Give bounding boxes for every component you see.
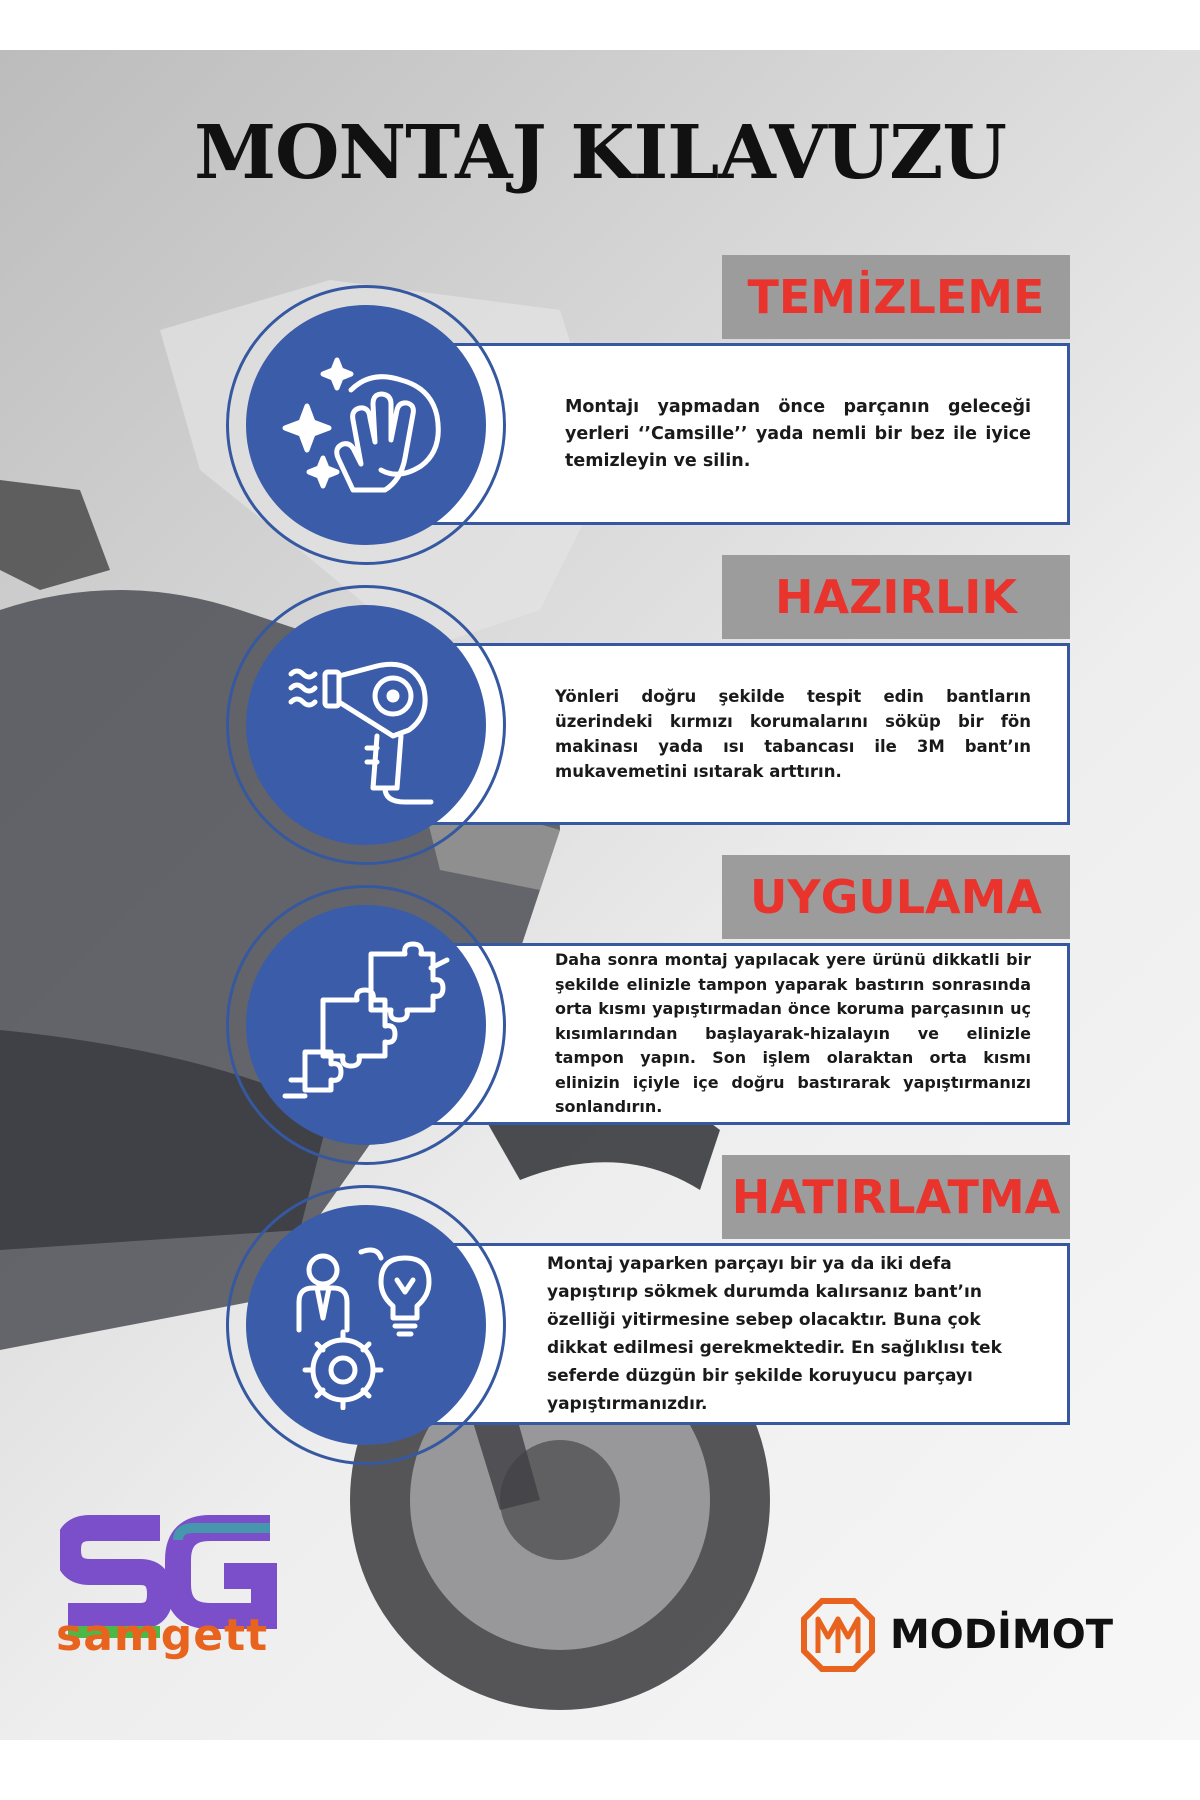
- step-hazirlik: [0, 555, 1200, 855]
- step-description-box: [432, 1243, 1070, 1425]
- step-icon-circle: [246, 905, 486, 1145]
- puzzle-hands-icon: [281, 940, 451, 1110]
- step-description-box: [432, 943, 1070, 1125]
- step-temizleme: [0, 255, 1200, 555]
- step-description-box: [432, 343, 1070, 525]
- step-icon-circle: [246, 605, 486, 845]
- modimot-brand-name: MODİMOT: [890, 1612, 1113, 1658]
- step-uygulama: [0, 855, 1200, 1155]
- idea-gear-icon: [281, 1240, 451, 1410]
- step-description: Montaj yaparken parçayı bir ya da iki defa yapıştırıp sökmek durumda kalırsanız bant’ın özelliği yitirmesine sebep olacaktır. Buna çok dikkat edilmesi gerekmektedir. En sağlıklısı tek seferde düzgün bir şekilde koruyucu parçayı yapıştırmanızdır.: [547, 1254, 1002, 1414]
- step-icon-circle: [246, 1205, 486, 1445]
- step-heading: HAZIRLIK: [722, 555, 1070, 639]
- hair-dryer-icon: [281, 640, 451, 810]
- samgett-sg-logo: [60, 1500, 280, 1700]
- step-hatirlatma: [0, 1155, 1200, 1455]
- poster: [0, 50, 1200, 1740]
- samgett-brand-name: samgett: [56, 1610, 269, 1661]
- step-heading: UYGULAMA: [722, 855, 1070, 939]
- step-description-box: [432, 643, 1070, 825]
- step-description: Yönleri doğru şekilde tespit edin bantların üzerindeki kırmızı korumalarını söküp bir fön makinası yada ısı tabancası ile 3M bant’ın mukavemetini ısıtarak arttırın.: [555, 687, 1031, 781]
- modimot-brand: [800, 1595, 1130, 1675]
- step-description: Daha sonra montaj yapılacak yere ürünü dikkatli bir şekilde elinizle tampon yaparak bastırın sonrasında orta kısmı yapıştırmadan önce koruma parçasının uç kısımlarından başlayarak-hizalayın ve elinizle tampon yapın. Son işlem olaraktan orta kısmı elinizin içiyle içe doğru bastırarak yapıştırmanızı sonlandırın.: [555, 950, 1031, 1117]
- step-description: Montajı yapmadan önce parçanın geleceği yerleri ‘’Camsille’’ yada nemli bir bez ile iyice temizleyin ve silin.: [565, 396, 1031, 471]
- step-heading: HATIRLATMA: [722, 1155, 1070, 1239]
- step-icon-circle: [246, 305, 486, 545]
- cleaning-hand-icon: [281, 340, 451, 510]
- page-title: MONTAJ KILAVUZU: [194, 110, 1006, 196]
- step-heading: TEMİZLEME: [722, 255, 1070, 339]
- modimot-mm-logo: [800, 1597, 876, 1673]
